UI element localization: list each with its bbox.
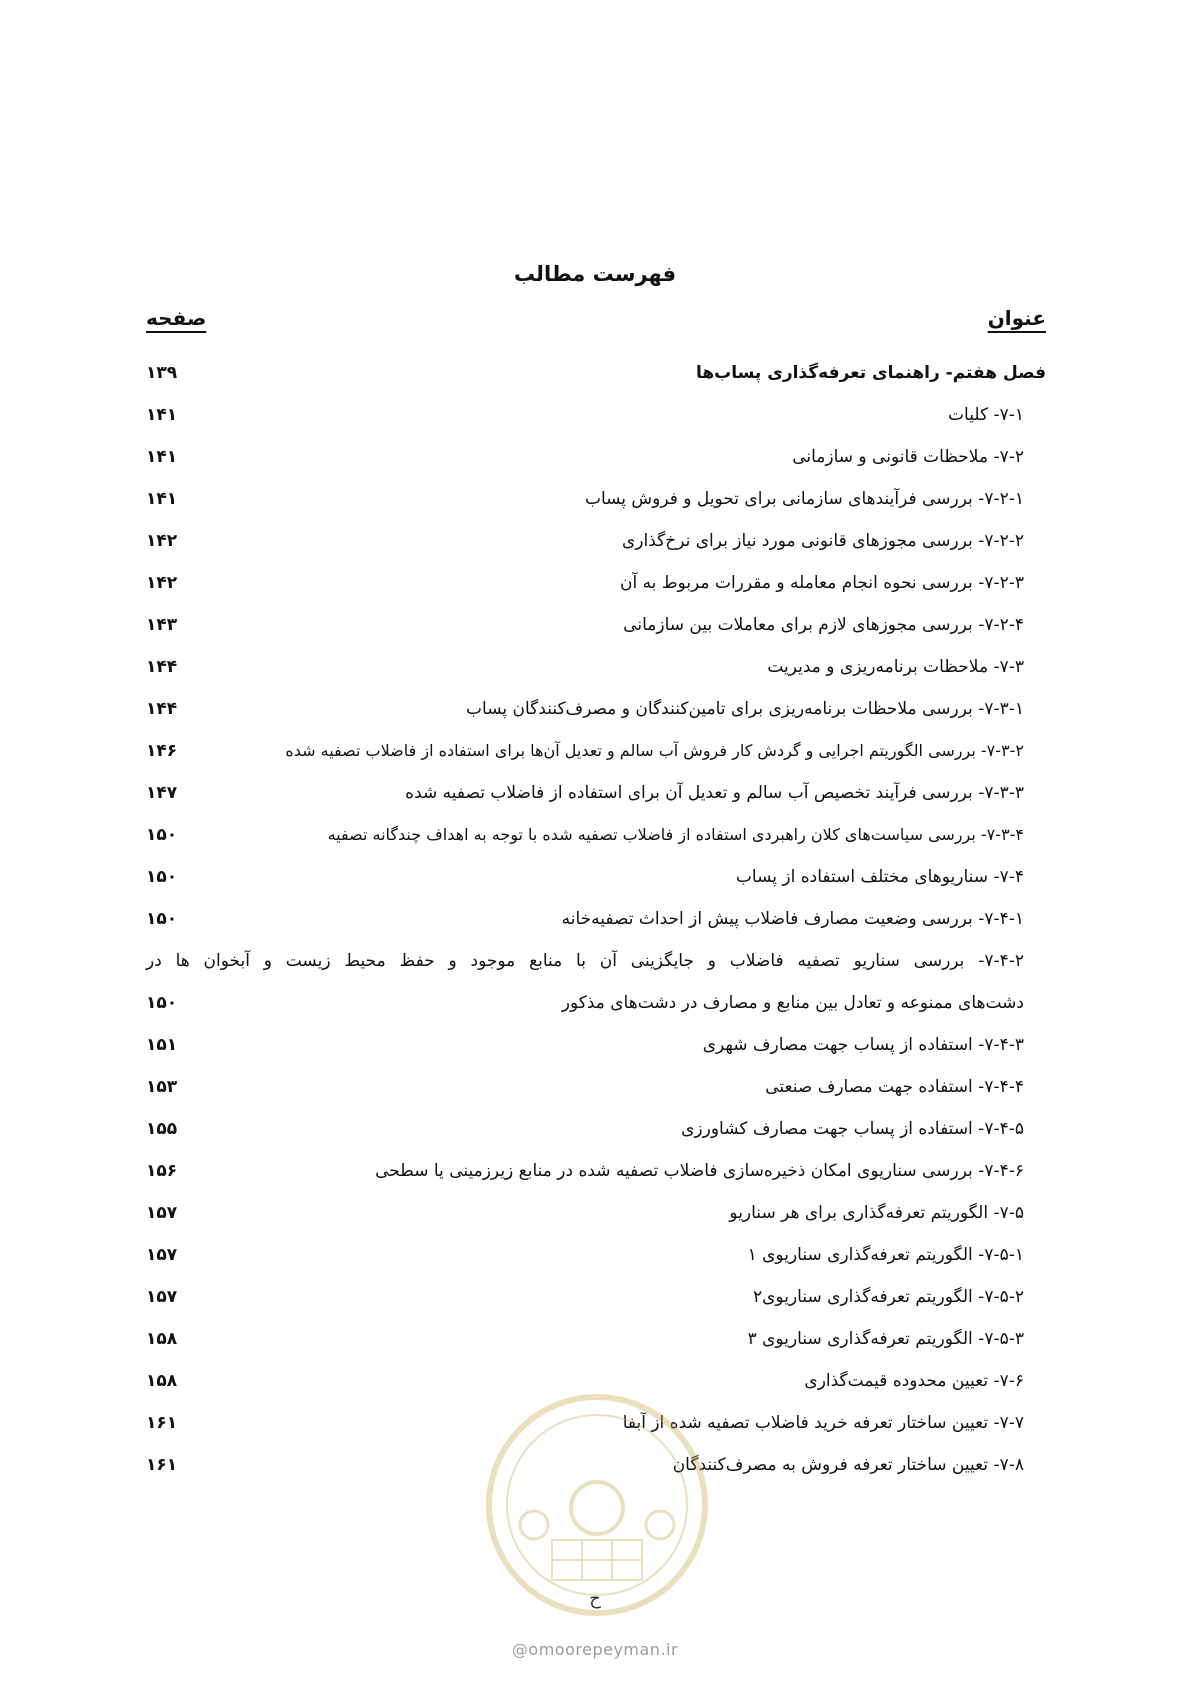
toc-entry-page: ۱۵۱	[146, 1035, 178, 1055]
toc-entry[interactable]	[146, 688, 1046, 730]
toc-entry-continuation[interactable]	[146, 982, 1046, 1024]
toc-entry[interactable]	[146, 520, 1046, 562]
toc-entry-label: فصل هفتم- راهنمای تعرفه‌گذاری پساب‌ها	[696, 363, 1046, 383]
toc-entry[interactable]	[146, 1024, 1046, 1066]
toc-entry-page: ۱۵۷	[146, 1245, 178, 1265]
toc-entry-label: ۷-۴-۴- استفاده جهت مصارف صنعتی	[765, 1077, 1024, 1097]
toc-entry-label: ۷-۲-۲- بررسی مجوزهای قانونی مورد نیاز برای نرخ‌گذاری	[621, 531, 1024, 551]
toc-entry-label: ۷-۷- تعیین ساختار تعرفه خرید فاضلاب تصفیه شده از آبفا	[622, 1413, 1024, 1433]
toc-entry-label: ۷-۳- ملاحظات برنامه‌ریزی و مدیریت	[767, 657, 1024, 677]
toc-entry-label: ۷-۴-۶- بررسی سناریوی امکان ذخیره‌سازی فاضلاب تصفیه شده در منابع زیرزمینی یا سطحی	[375, 1161, 1024, 1181]
toc-entry-page: ۱۵۰	[146, 909, 178, 929]
toc-entry-page: ۱۴۶	[146, 741, 178, 761]
toc-header	[146, 306, 1046, 342]
toc-entry-label: ۷-۳-۳- بررسی فرآیند تخصیص آب سالم و تعدیل آن برای استفاده از فاضلاب تصفیه شده	[405, 783, 1024, 803]
page-number: ح	[589, 1588, 601, 1609]
toc-entry-page: ۱۴۴	[146, 657, 178, 677]
toc-entry-page: ۱۴۴	[146, 699, 178, 719]
toc-entry-page: ۱۴۳	[146, 615, 178, 635]
toc-entry[interactable]	[146, 478, 1046, 520]
toc-entry-label: دشت‌های ممنوعه و تعادل بین منابع و مصارف در دشت‌های مذکور	[561, 993, 1024, 1013]
toc-entry[interactable]	[146, 1150, 1046, 1192]
toc-entry-label: ۷-۴- سناریوهای مختلف استفاده از پساب	[735, 867, 1024, 887]
toc-entry[interactable]	[146, 898, 1046, 940]
toc-entry-page: ۱۴۷	[146, 783, 178, 803]
toc-entry-label: ۷-۶- تعیین محدوده قیمت‌گذاری	[804, 1371, 1024, 1391]
toc-entry-page: ۱۵۰	[146, 867, 178, 887]
toc-entry-label: ۷-۸- تعیین ساختار تعرفه فروش به مصرف‌کنندگان	[672, 1455, 1024, 1475]
toc-list	[146, 352, 1046, 1486]
toc-entry-label: ۷-۵-۲- الگوریتم تعرفه‌گذاری سناریوی۲	[752, 1287, 1024, 1307]
header-title: عنوان	[987, 306, 1046, 330]
toc-entry[interactable]	[146, 562, 1046, 604]
toc-entry-label: ۷-۴-۲- بررسی سناریو تصفیه فاضلاب و جایگزینی آن با منابع موجود و حفظ محیط زیست و آبخوان ها در	[146, 951, 1024, 971]
toc-entry-page: ۱۵۸	[146, 1329, 178, 1349]
toc-entry[interactable]	[146, 1318, 1046, 1360]
toc-entry-label: ۷-۴-۳- استفاده از پساب جهت مصارف شهری	[702, 1035, 1024, 1055]
toc-entry-label: ۷-۵-۱- الگوریتم تعرفه‌گذاری سناریوی ۱	[747, 1245, 1024, 1265]
toc-entry[interactable]	[146, 604, 1046, 646]
toc-entry-page: ۱۴۱	[146, 405, 178, 425]
toc-entry[interactable]	[146, 1234, 1046, 1276]
toc-entry[interactable]	[146, 1276, 1046, 1318]
toc-entry-page: ۱۵۷	[146, 1287, 178, 1307]
toc-entry-label: ۷-۴-۱- بررسی وضعیت مصارف فاضلاب پیش از احداث تصفیه‌خانه	[561, 909, 1024, 929]
toc-entry-page: ۱۳۹	[146, 363, 178, 383]
toc-entry-page: ۱۴۱	[146, 489, 178, 509]
toc-entry-page: ۱۵۰	[146, 993, 178, 1013]
toc-entry[interactable]	[146, 1192, 1046, 1234]
toc-entry-label: ۷-۵-۳- الگوریتم تعرفه‌گذاری سناریوی ۳	[747, 1329, 1024, 1349]
toc-entry[interactable]	[146, 646, 1046, 688]
toc-entry-chapter[interactable]	[146, 352, 1046, 394]
toc-entry[interactable]	[146, 1066, 1046, 1108]
watermark-seal-icon	[482, 1390, 712, 1620]
toc-entry[interactable]	[146, 1108, 1046, 1150]
toc-entry-label: ۷-۳-۲- بررسی الگوریتم اجرایی و گردش کار فروش آب سالم و تعدیل آن‌ها برای استفاده از فاضلاب تصفیه شده	[285, 741, 1024, 760]
toc-entry-label: ۷-۲-۴- بررسی مجوزهای لازم برای معاملات بین سازمانی	[623, 615, 1024, 635]
toc-entry-page: ۱۵۷	[146, 1203, 178, 1223]
toc-entry-label: ۷-۲-۱- بررسی فرآیندهای سازمانی برای تحویل و فروش پساب	[584, 489, 1024, 509]
toc-entry[interactable]	[146, 940, 1046, 982]
toc-entry-page: ۱۶۱	[146, 1455, 178, 1475]
toc-entry-page: ۱۵۸	[146, 1371, 178, 1391]
toc-entry-page: ۱۴۱	[146, 447, 178, 467]
toc-entry[interactable]	[146, 394, 1046, 436]
watermark-site: @omoorepeyman.ir	[511, 1640, 679, 1659]
toc-entry[interactable]	[146, 436, 1046, 478]
toc-entry[interactable]	[146, 772, 1046, 814]
toc-entry-label: ۷-۵- الگوریتم تعرفه‌گذاری برای هر سناریو	[729, 1203, 1024, 1223]
header-page: صفحه	[146, 306, 207, 330]
toc-entry-label: ۷-۱- کلیات	[948, 405, 1024, 425]
toc-entry[interactable]	[146, 856, 1046, 898]
toc-entry-page: ۱۵۰	[146, 825, 178, 845]
toc-entry[interactable]	[146, 814, 1046, 856]
toc-entry[interactable]	[146, 730, 1046, 772]
toc-entry-page: ۱۴۲	[146, 573, 178, 593]
toc-entry-label: ۷-۴-۵- استفاده از پساب جهت مصارف کشاورزی	[681, 1119, 1024, 1139]
toc-entry-label: ۷-۲- ملاحظات قانونی و سازمانی	[792, 447, 1024, 467]
toc-title: فهرست مطالب	[513, 262, 677, 286]
toc-entry-label: ۷-۳-۴- بررسی سیاست‌های کلان راهبردی استفاده از فاضلاب تصفیه شده با توجه به اهداف چندگانه تصفیه	[327, 825, 1024, 844]
toc-entry-page: ۱۵۵	[146, 1119, 178, 1139]
toc-entry-page: ۱۶۱	[146, 1413, 178, 1433]
toc-entry-page: ۱۵۶	[146, 1161, 178, 1181]
toc-entry-page: ۱۵۳	[146, 1077, 178, 1097]
toc-entry-label: ۷-۲-۳- بررسی نحوه انجام معامله و مقررات مربوط به آن	[619, 573, 1024, 593]
toc-entry-label: ۷-۳-۱- بررسی ملاحظات برنامه‌ریزی برای تامین‌کنندگان و مصرف‌کنندگان پساب	[466, 699, 1024, 719]
toc-entry-page: ۱۴۲	[146, 531, 178, 551]
